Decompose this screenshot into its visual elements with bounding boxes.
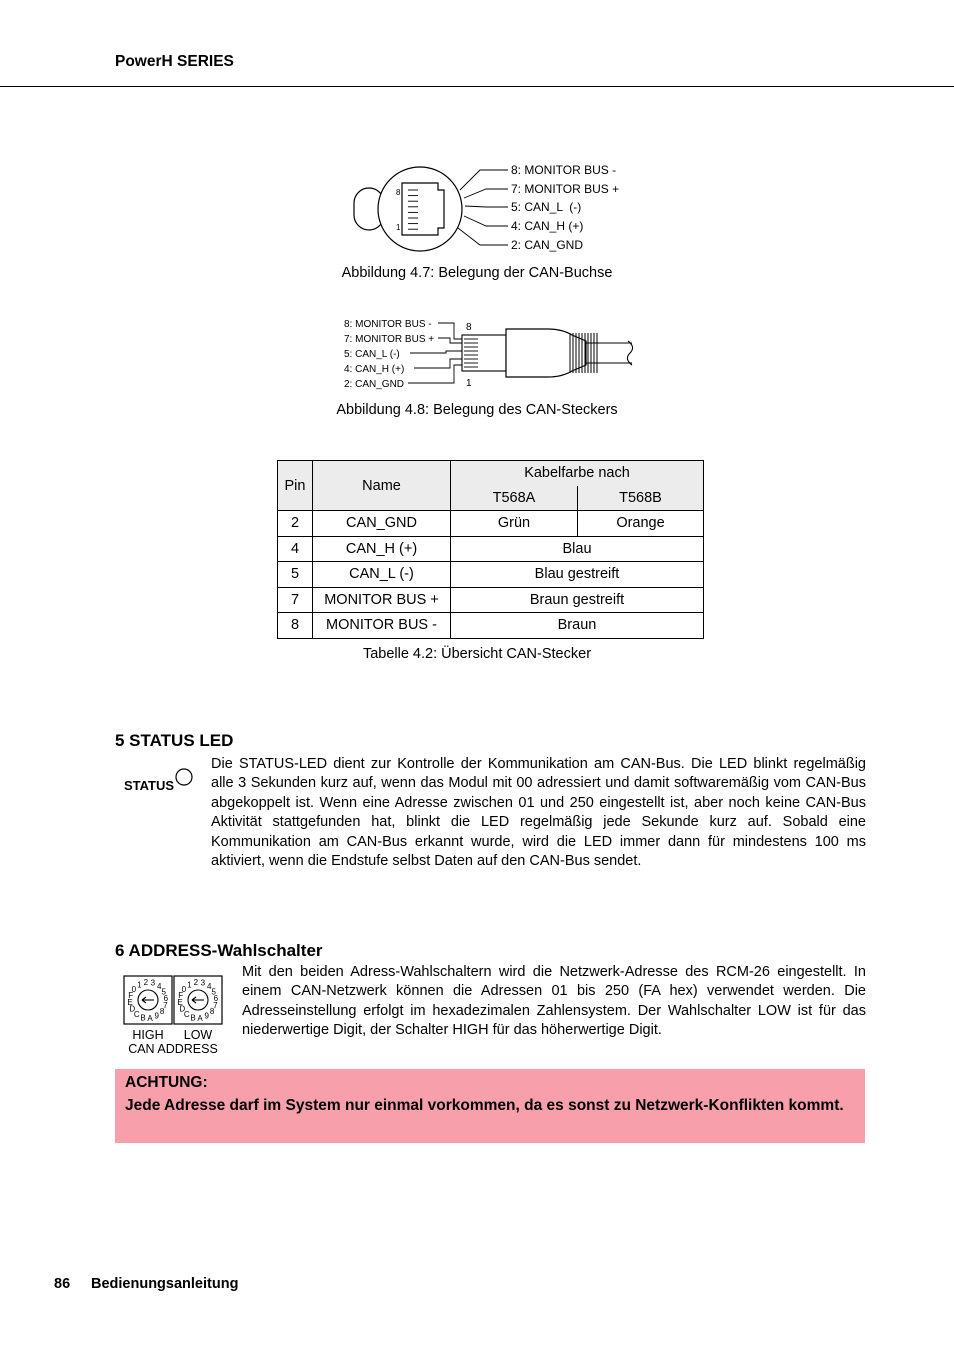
warning-text: Jede Adresse darf im System nur einmal vorkommen, da es sonst zu Netzwerk-Konflikten kommt. [125,1097,844,1114]
header-pin: Pin [278,461,313,511]
dial-digit: 2 [193,978,199,988]
can-plug-table [277,460,704,639]
dial-digit: C [133,1010,140,1020]
dial-digit: F [178,991,184,1001]
cell-color: Blau gestreift [451,562,704,588]
switch-low-label: LOW [183,1028,213,1042]
dial-digit: C [183,1010,190,1020]
header-rule [0,86,954,87]
socket-housing [378,167,462,251]
status-icon-label: STATUS [124,778,175,793]
cell-pin: 4 [278,536,313,562]
header-cable-color: Kabelfarbe nach [451,461,704,486]
cell-color: Braun [451,613,704,639]
dial-digit: 5 [211,987,216,997]
can-plug-diagram [340,313,650,393]
cell-pin: 2 [278,511,313,537]
section-6-text: Mit den beiden Adress-Wahlschaltern wird die Netzwerk-Adresse des RCM-26 eingestellt. In einem CAN-Netzwerk können die Adressen 01 bis 250 (FA hex) verwendet werden. Die Adresseinstellung erfolgt im hexadezimalen Zahlensystem. Der Wahlschalter LOW ist für das niederwertige Digit, der Schalter HIGH für das höherwertige Digit. [242,964,866,1039]
header-t568b: T568B [578,486,704,511]
footer-label: Bedienungsanleitung [91,1276,239,1292]
dial-digit: 3 [200,978,206,988]
plug-contact-block [462,335,506,371]
table-row [278,536,704,562]
dial-digit: 9 [154,1011,159,1021]
status-led-circle [176,769,192,785]
dial-digit: 0 [181,984,187,994]
table-row [278,587,704,613]
dial-digit: A [197,1013,203,1023]
dial-digit: 8 [209,1007,215,1017]
warning-title: ACHTUNG: [125,1074,208,1091]
can-socket-diagram [340,158,660,258]
dial-digit: 1 [137,980,142,990]
header-series-title: PowerH SERIES [115,53,234,70]
socket-label-can-l: 5: CAN_L (-) [511,200,582,214]
dial-digit: 4 [156,981,162,991]
table-header-row [278,461,704,486]
switch-high-label: HIGH [132,1028,164,1042]
figure-4-7-caption: Abbildung 4.7: Belegung der CAN-Buchse [341,265,613,281]
plug-label-can-h: 4: CAN_H (+) [344,364,405,375]
dial-digit: B [190,1013,196,1023]
dial-digit: 7 [213,1000,218,1010]
socket-leader-lines [458,170,508,245]
cell-name: MONITOR BUS - [313,613,451,639]
section-5-heading: 5 STATUS LED [115,731,234,750]
header-name: Name [313,461,451,511]
plug-cable-break [627,341,632,365]
cell-name: CAN_GND [313,511,451,537]
dial-digit: D [179,1004,186,1014]
dial-digit: 0 [131,984,137,994]
warning-box [115,1069,865,1143]
cell-pin: 8 [278,613,313,639]
header-t568a: T568A [451,486,578,511]
dial-digit: 6 [163,993,169,1003]
socket-label-monitor-minus: 8: MONITOR BUS - [511,163,617,177]
dial-digit: 9 [204,1011,209,1021]
table-row [278,613,704,639]
cell-color: Braun gestreift [451,587,704,613]
plug-label-monitor-plus: 7: MONITOR BUS + [344,334,435,345]
plug-leader-lines [408,323,462,383]
status-led-icon [122,765,196,795]
socket-label-can-h: 4: CAN_H (+) [511,219,584,233]
cell-t568b: Orange [578,511,704,537]
plug-label-can-l: 5: CAN_L (-) [344,349,400,360]
section-5-text: Die STATUS-LED dient zur Kontrolle der Kommunikation am CAN-Bus. Die LED blinkt regelmäßig alle 3 Sekunden kurz auf, wenn das Modul mit 00 adressiert und damit softwaremäßig vom CAN-Bus abgekoppelt ist. Wenn eine Adresse zwischen 01 und 250 eingestellt ist, aber noch keine CAN-Bus Aktivität stattgefunden hat, blinkt die LED regelmäßig jede Sekunde kurz auf. Sobald eine Kommunikation am CAN-Bus erkannt wurde, wird die LED immer dann für mindestens 100 ms aktiviert, wenn die Endstufe selbst Daten auf den CAN-Bus sendet. [211,756,866,870]
cell-pin: 5 [278,562,313,588]
dial-digit: F [128,991,134,1001]
table-4-2-caption: Tabelle 4.2: Übersicht CAN-Stecker [362,646,592,662]
dial-digit: 1 [187,980,192,990]
socket-label-can-gnd: 2: CAN_GND [511,238,584,252]
dial-digit: 3 [150,978,156,988]
table-row [278,562,704,588]
cell-color: Blau [451,536,704,562]
figure-4-8-caption: Abbildung 4.8: Belegung des CAN-Steckers [336,402,618,418]
socket-pin-8-label: 8 [396,188,401,197]
socket-pin-1-label: 1 [396,223,401,232]
cell-pin: 7 [278,587,313,613]
can-address-label: CAN ADDRESS [128,1042,218,1056]
dial-digit: 8 [159,1007,165,1017]
dial-digit: E [177,998,183,1008]
plug-label-can-gnd: 2: CAN_GND [344,379,405,390]
dial-digit: D [129,1004,136,1014]
table-row [278,511,704,537]
plug-pin-1-label: 1 [466,378,472,389]
dial-digit: 2 [143,978,149,988]
dial-digit: B [140,1013,146,1023]
section-6-heading: 6 ADDRESS-Wahlschalter [115,941,323,960]
cell-t568a: Grün [451,511,578,537]
cell-name: CAN_L (-) [313,562,451,588]
dial-digit: 7 [163,1000,168,1010]
dial-digit: 4 [206,981,212,991]
cell-name: MONITOR BUS + [313,587,451,613]
socket-label-monitor-plus: 7: MONITOR BUS + [511,182,620,196]
cell-name: CAN_H (+) [313,536,451,562]
dial-digit: E [127,998,133,1008]
dial-digit: 5 [161,987,166,997]
plug-label-monitor-minus: 8: MONITOR BUS - [344,319,432,330]
address-switches-icon [122,974,226,1058]
footer-page-number: 86 [54,1276,71,1292]
dial-digit: 6 [213,993,219,1003]
plug-pin-8-label: 8 [466,322,472,333]
plug-boot [506,329,586,377]
dial-digit: A [147,1013,153,1023]
